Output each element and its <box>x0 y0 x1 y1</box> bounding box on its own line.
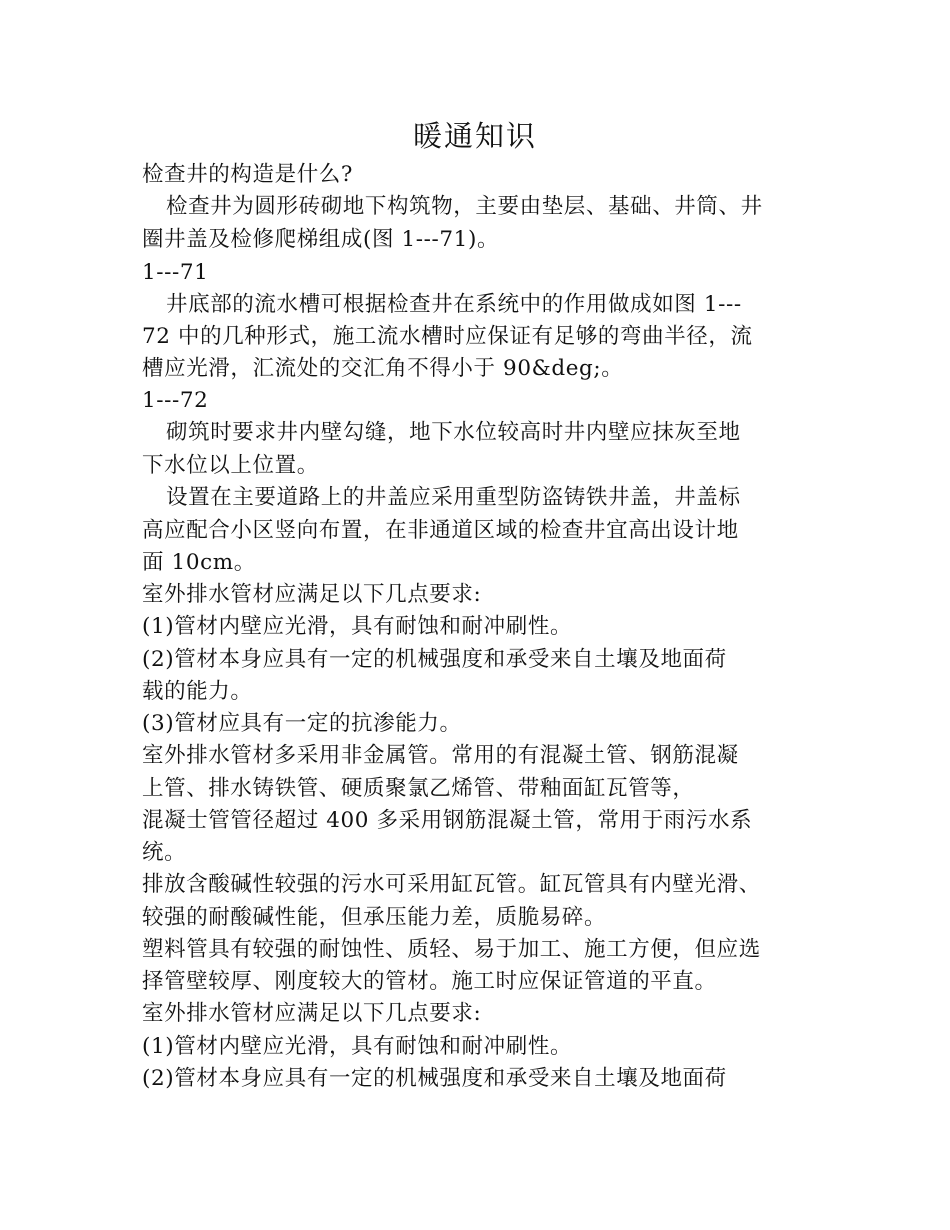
text-line: 槽应光滑，汇流处的交汇角不得小于 90&deg;。 <box>142 356 624 381</box>
text-line: 排放含酸碱性较强的污水可采用缸瓦管。缸瓦管具有内壁光滑、 <box>142 872 761 897</box>
text-line: 室外排水管材多采用非金属管。常用的有混凝土管、钢筋混凝 <box>142 743 739 768</box>
text-line: 面 10cm。 <box>142 550 256 575</box>
text-line: 择管壁较厚、刚度较大的管材。施工时应保证管道的平直。 <box>142 969 717 994</box>
list-item: (2)管材本身应具有一定的机械强度和承受来自土壤及地面荷 <box>142 1066 727 1091</box>
text-line: 室外排水管材应满足以下几点要求: <box>142 1001 482 1026</box>
text-line: 混凝士管管径超过 400 多采用钢筋混凝土管，常用于雨污水系 <box>142 808 753 833</box>
document-title: 暖通知识 <box>412 119 537 153</box>
text-line: 砌筑时要求井内壁勾缝，地下水位较高时井内壁应抹灰至地 <box>166 420 741 445</box>
figure-label: 1---72 <box>142 388 209 413</box>
text-line: 井底部的流水槽可根据检查井在系统中的作用做成如图 1--- <box>166 292 742 317</box>
text-line: 较强的耐酸碱性能，但承压能力差，质脆易碎。 <box>142 905 607 930</box>
text-line: 下水位以上位置。 <box>142 453 319 478</box>
list-item: (1)管材内壁应光滑，具有耐蚀和耐冲刷性。 <box>142 614 573 639</box>
text-line: 高应配合小区竖向布置，在非通道区域的检查井宜高出设计地 <box>142 518 739 543</box>
figure-label: 1---71 <box>142 260 209 285</box>
text-line: 设置在主要道路上的井盖应采用重型防盗铸铁井盖，井盖标 <box>166 485 741 510</box>
text-line: 检查井的构造是什么? <box>142 162 354 187</box>
text-line: 检查井为圆形砖砌地下构筑物，主要由垫层、基础、井筒、井 <box>166 194 763 219</box>
list-item: (2)管材本身应具有一定的机械强度和承受来自土壤及地面荷 <box>142 647 727 672</box>
text-line: 72 中的几种形式，施工流水槽时应保证有足够的弯曲半径，流 <box>142 324 753 349</box>
text-line: 圈井盖及检修爬梯组成(图 1---71)。 <box>142 227 500 252</box>
text-line: 塑料管具有较强的耐蚀性、质轻、易于加工、施工方便，但应选 <box>142 937 761 962</box>
text-line: 载的能力。 <box>142 679 253 704</box>
list-item: (3)管材应具有一定的抗渗能力。 <box>142 711 462 736</box>
text-line: 上管、排水铸铁管、硬质聚氯乙烯管、带釉面缸瓦管等， <box>142 776 695 801</box>
text-line: 统。 <box>142 840 187 865</box>
text-line: 室外排水管材应满足以下几点要求: <box>142 582 482 607</box>
list-item: (1)管材内壁应光滑，具有耐蚀和耐冲刷性。 <box>142 1034 573 1059</box>
